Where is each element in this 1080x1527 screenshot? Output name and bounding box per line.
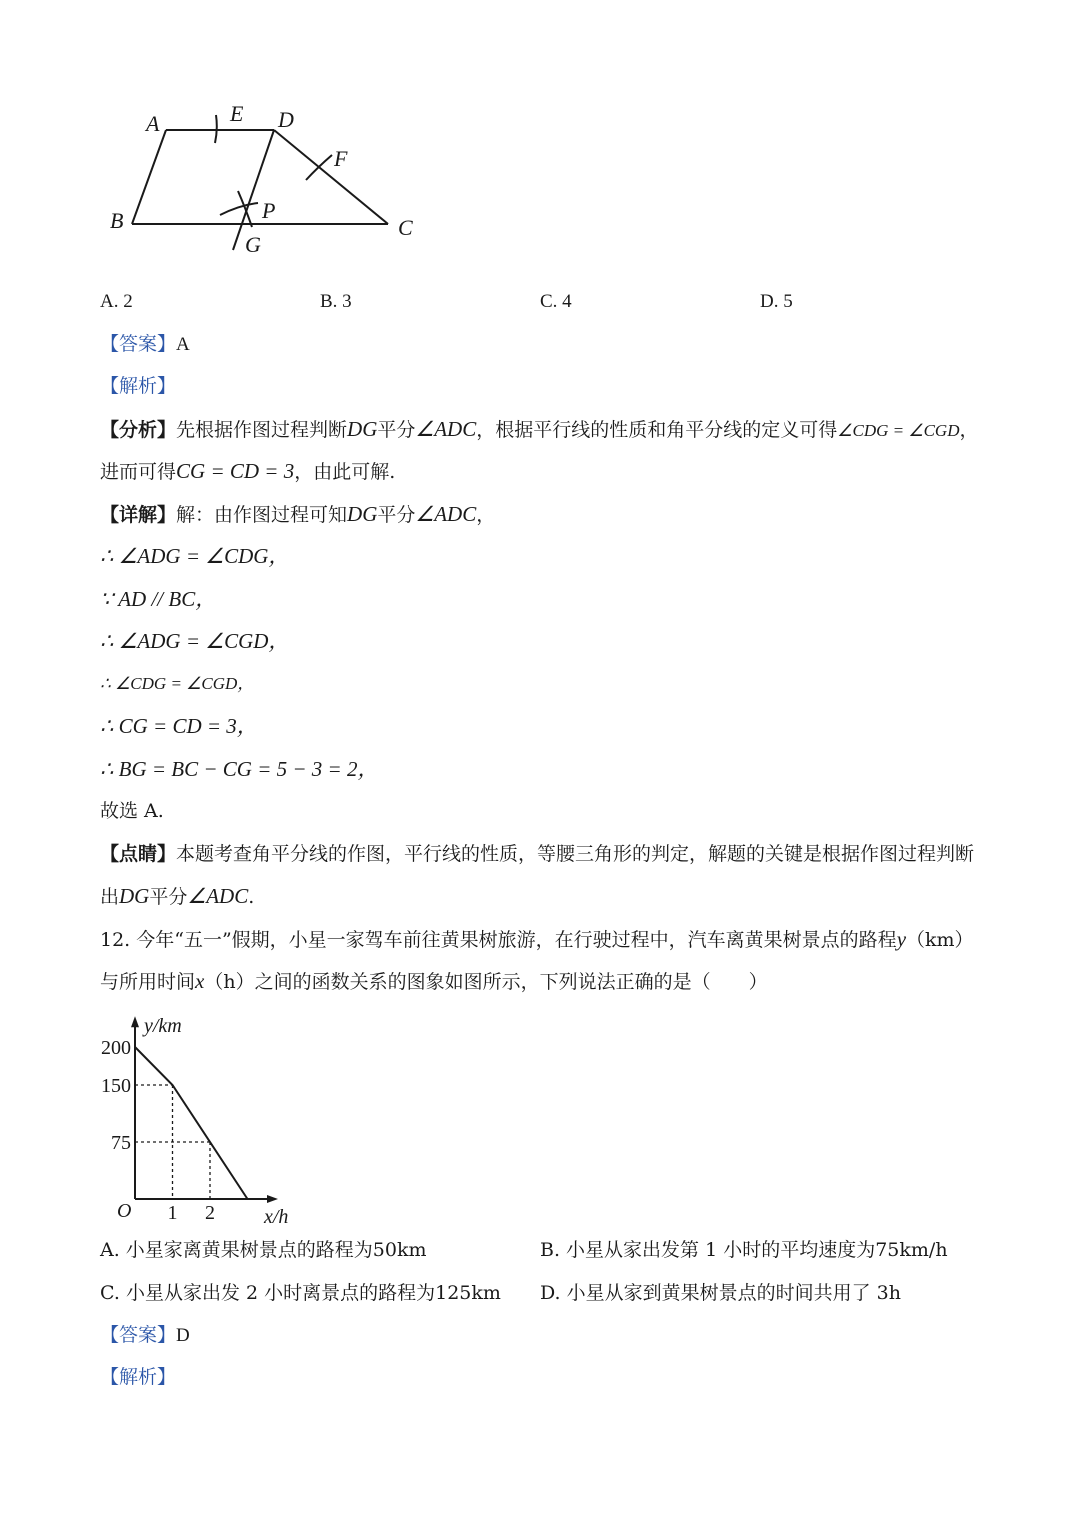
q12-option-a: A. 小星家离黄果树景点的路程为50km — [100, 1239, 427, 1261]
arc-p1 — [220, 203, 258, 215]
q12-option-d: D. 小星从家到黄果树景点的时间共用了 3h — [540, 1282, 902, 1304]
q11-option-b: B. 3 — [320, 291, 352, 312]
dianjing-math: DG — [119, 884, 150, 908]
label-b: B — [110, 208, 124, 233]
q12-stem-text: （km） — [906, 929, 974, 951]
q12-stem-line2 — [100, 969, 768, 994]
x-tick-label: 1 — [167, 1202, 178, 1224]
q11-option-a: A. 2 — [100, 291, 133, 312]
fenxi-tag: 【分析】 — [100, 419, 177, 441]
q11-option-c: C. 4 — [540, 291, 572, 312]
step-6: ∴ BG = BC − CG = 5 − 3 = 2， — [100, 757, 379, 781]
arc-p2 — [238, 191, 252, 227]
fenxi-math: DG — [347, 417, 378, 441]
step-4: ∴ ∠CDG = ∠CGD， — [100, 674, 255, 693]
q12-option-c: C. 小星从家出发 2 小时离景点的路程为125km — [100, 1282, 501, 1304]
xiangjie-tag: 【详解】 — [100, 504, 177, 526]
q11-analysis-tag: 【解析】 — [100, 375, 177, 397]
series-line — [135, 1047, 248, 1199]
xiangjie-text: 平分 — [377, 504, 416, 526]
segment-dc — [274, 130, 388, 224]
xiangjie-text: 解：由作图过程可知 — [176, 504, 348, 526]
fenxi-text: 先根据作图过程判断 — [176, 419, 348, 441]
dianjing-text: 本题考查角平分线的作图，平行线的性质，等腰三角形的判定，解题的关键是根据作图过程判断 — [176, 843, 975, 865]
step-1: ∴ ∠ADG = ∠CDG， — [100, 544, 290, 568]
answer-value: A — [176, 334, 190, 355]
q12-option-b: B. 小星从家出发第 1 小时的平均速度为75km/h — [540, 1239, 948, 1261]
segment-ab — [132, 130, 166, 224]
fenxi-math: ∠ADC — [415, 417, 477, 441]
q11-dianjing-line1 — [100, 842, 974, 866]
label-d: D — [278, 107, 294, 132]
fenxi-math: ∠CDG = ∠CGD — [837, 421, 960, 440]
y-axis-arrow — [131, 1016, 139, 1027]
dianjing-math: ∠ADC — [187, 884, 249, 908]
q12-stem-var: x — [195, 969, 205, 993]
q12-stem-text: 12. 今年“五一”假期，小星一家驾车前往黄果树旅游，在行驶过程中，汽车离黄果树景点的路程 — [100, 929, 897, 951]
distance-time-chart — [95, 1005, 295, 1230]
step-3: ∴ ∠ADG = ∠CGD， — [100, 629, 290, 653]
q12-stem-text: （h）之间的函数关系的图象如图所示，下列说法正确的是（ ） — [204, 971, 768, 993]
step-2: ∵ AD // BC， — [100, 587, 217, 611]
answer-value: D — [176, 1325, 190, 1346]
fenxi-text: ，根据平行线的性质和角平分线的定义可得 — [476, 419, 838, 441]
conclusion: 故选 A. — [100, 800, 164, 822]
fenxi-math: CG = CD = 3 — [176, 459, 295, 483]
q11-dianjing-line2 — [100, 884, 254, 909]
fenxi-text: ，由此可解. — [294, 461, 396, 483]
xiangjie-math: DG — [347, 502, 378, 526]
y-tick-label: 200 — [101, 1037, 131, 1059]
label-g: G — [245, 232, 261, 257]
fenxi-text: 平分 — [377, 419, 416, 441]
dianjing-tag: 【点睛】 — [100, 843, 177, 865]
y-tick-label: 150 — [101, 1075, 131, 1097]
label-a: A — [146, 111, 160, 136]
x-axis-arrow — [267, 1195, 278, 1203]
q11-fenxi-line2 — [100, 459, 395, 484]
q12-stem-text: 与所用时间 — [100, 971, 196, 993]
dianjing-text: 平分 — [149, 886, 188, 908]
answer-tag: 【答案】 — [100, 333, 177, 355]
y-axis-label: y/km — [144, 1015, 182, 1038]
dianjing-text: . — [248, 886, 255, 908]
fenxi-text: 进而可得 — [100, 461, 177, 483]
q11-fenxi-line1 — [100, 417, 979, 443]
x-axis-label: x/h — [264, 1206, 289, 1228]
q11-xiangjie — [100, 502, 495, 527]
q12-stem-var: y — [896, 927, 907, 951]
xiangjie-math: ∠ADC — [415, 502, 477, 526]
x-tick-label: 2 — [205, 1202, 215, 1224]
answer-tag: 【答案】 — [100, 1324, 177, 1346]
fenxi-text: ， — [959, 419, 979, 441]
label-f: F — [334, 146, 348, 171]
q11-answer — [100, 332, 190, 357]
label-e: E — [230, 101, 244, 126]
dianjing-text: 出 — [100, 886, 120, 908]
xiangjie-text: ， — [476, 504, 496, 526]
q12-analysis-tag: 【解析】 — [100, 1366, 177, 1388]
label-c: C — [398, 215, 413, 240]
geometry-figure — [100, 95, 440, 265]
y-tick-label: 75 — [111, 1132, 131, 1154]
q12-answer — [100, 1323, 190, 1348]
q11-option-d: D. 5 — [760, 291, 793, 312]
step-5: ∴ CG = CD = 3， — [100, 714, 258, 738]
origin-label: O — [117, 1200, 132, 1222]
q12-stem-line1 — [100, 927, 974, 952]
label-p: P — [262, 198, 276, 223]
